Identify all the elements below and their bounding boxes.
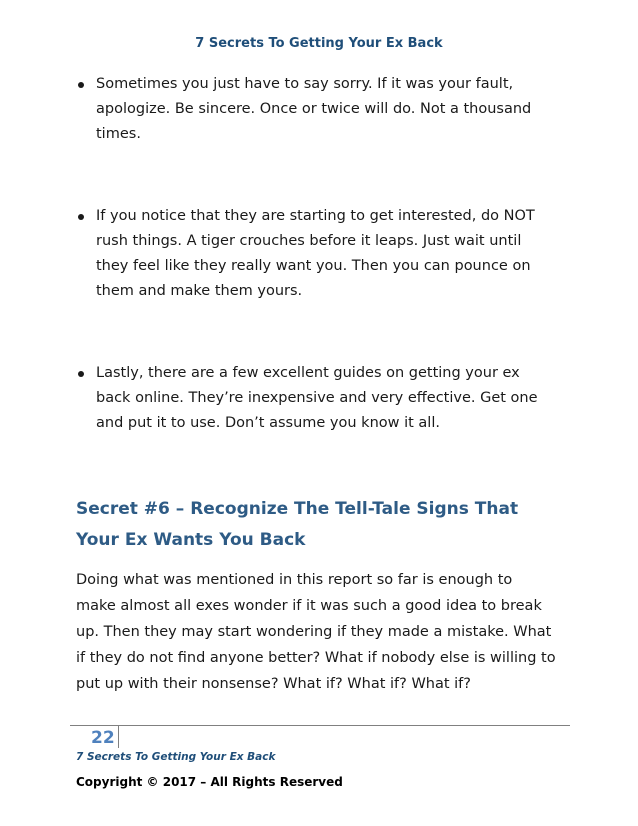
- bullet-dot-icon: [78, 214, 84, 220]
- page-number: 22: [91, 728, 115, 748]
- bullet-dot-icon: [78, 82, 84, 88]
- bullet-text: If you notice that they are starting to get interested, do NOT rush things. A tiger crouches before it leaps. Just wait until they feel like they really want you. Then you can pounce on them and make them yours.: [96, 208, 535, 299]
- page-number-divider: [118, 726, 119, 748]
- bullet-dot-icon: [78, 371, 84, 377]
- running-header-title: 7 Secrets To Getting Your Ex Back: [195, 36, 443, 51]
- footer-copyright: Copyright © 2017 – All Rights Reserved: [76, 775, 343, 789]
- list-item: [96, 361, 566, 436]
- bullet-text: Sometimes you just have to say sorry. If it was your fault, apologize. Be sincere. Once or twice will do. Not a thousand times.: [96, 76, 532, 142]
- section-heading: Secret #6 – Recognize The Tell-Tale Signs That Your Ex Wants You Back: [76, 499, 519, 550]
- footer-title: 7 Secrets To Getting Your Ex Back: [76, 751, 276, 763]
- body-paragraph: Doing what was mentioned in this report so far is enough to make almost all exes wonder if it was such a good idea to break up. Then they may start wondering if they made a mistake. What if they do not find anyone better? What if nobody else is willing to put up with their nonsense? What if? What if? What if?: [76, 572, 556, 692]
- list-item: [96, 204, 566, 304]
- list-item: [96, 72, 566, 147]
- footer-divider: [70, 725, 570, 726]
- bullet-text: Lastly, there are a few excellent guides on getting your ex back online. They’re inexpensive and very effective. Get one and put it to use. Don’t assume you know it all.: [96, 365, 538, 431]
